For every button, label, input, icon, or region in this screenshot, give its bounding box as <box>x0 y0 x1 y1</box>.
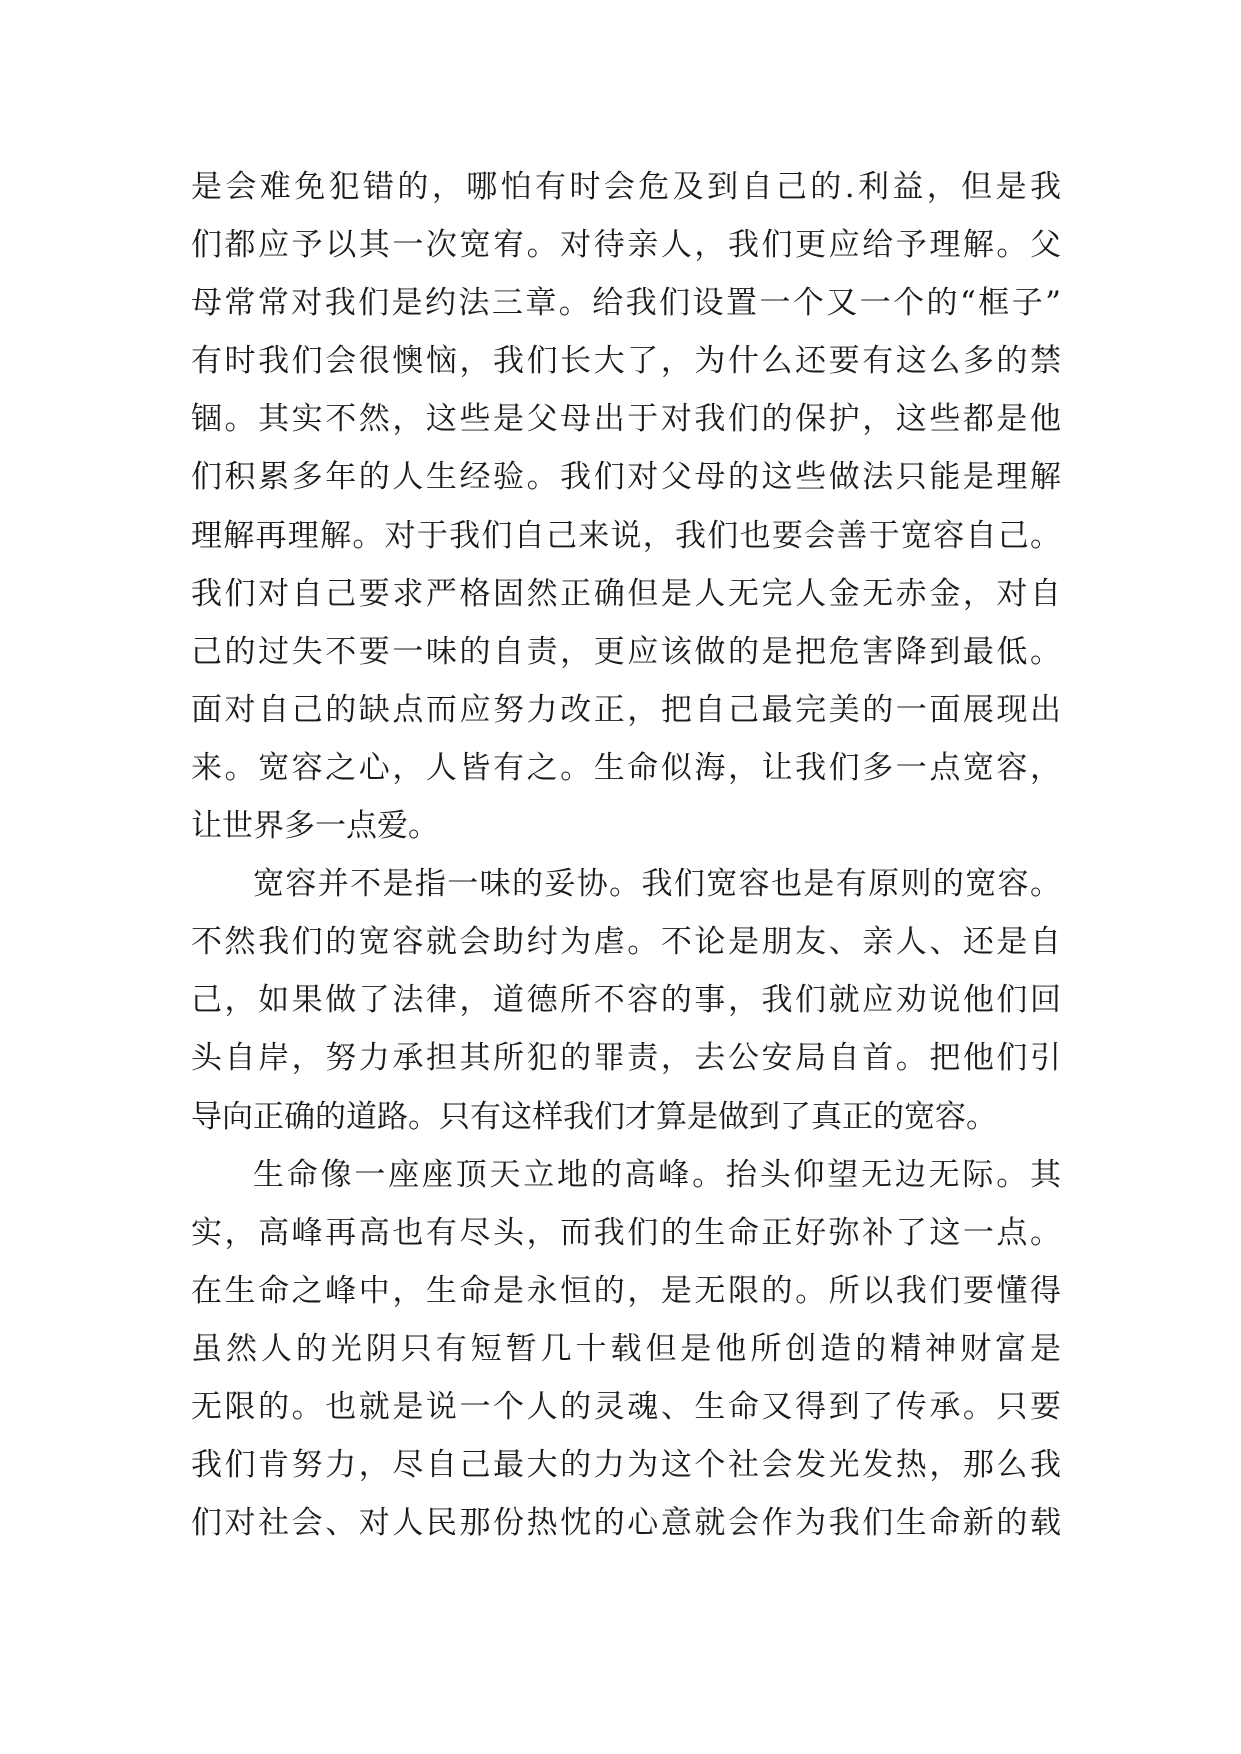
text-line: 是会难免犯错的，哪怕有时会危及到自己的.利益，但是我 <box>191 169 1061 205</box>
text-line: 不然我们的宽容就会助纣为虐。不论是朋友、亲人、还是自 <box>191 924 1061 961</box>
text-line: 实，高峰再高也有尽头，而我们的生命正好弥补了这一点。 <box>191 1214 1061 1251</box>
text-line: 们积累多年的人生经验。我们对父母的这些做法只能是理解 <box>191 459 1061 496</box>
body-text <box>191 158 1061 1552</box>
text-line: 我们对自己要求严格固然正确但是人无完人金无赤金，对自 <box>191 575 1061 612</box>
text-line: 无限的。也就是说一个人的灵魂、生命又得到了传承。只要 <box>191 1388 1061 1425</box>
text-line: 生命像一座座顶天立地的高峰。抬头仰望无边无际。其 <box>253 1156 1061 1193</box>
text-line: 头自岸，努力承担其所犯的罪责，去公安局自首。把他们引 <box>191 1040 1061 1077</box>
text-line: 们都应予以其一次宽宥。对待亲人，我们更应给予理解。父 <box>191 227 1061 264</box>
text-line: 来。宽容之心，人皆有之。生命似海，让我们多一点宽容， <box>191 749 1061 786</box>
text-line: 有时我们会很懊恼，我们长大了，为什么还要有这么多的禁 <box>191 343 1061 380</box>
text-line: 我们肯努力，尽自己最大的力为这个社会发光发热，那么我 <box>191 1447 1061 1484</box>
text-line: 宽容并不是指一味的妥协。我们宽容也是有原则的宽容。 <box>253 866 1061 903</box>
text-line: 己的过失不要一味的自责，更应该做的是把危害降到最低。 <box>191 633 1061 670</box>
text-line: 己，如果做了法律，道德所不容的事，我们就应劝说他们回 <box>191 982 1061 1019</box>
text-line: 在生命之峰中，生命是永恒的，是无限的。所以我们要懂得 <box>191 1272 1061 1309</box>
text-line: 导向正确的道路。只有这样我们才算是做到了真正的宽容。 <box>191 1098 997 1135</box>
text-line: 母常常对我们是约法三章。给我们设置一个又一个的“框子” <box>191 285 1061 322</box>
text-line: 让世界多一点爱。 <box>191 808 439 845</box>
text-line: 们对社会、对人民那份热忱的心意就会作为我们生命新的载 <box>191 1505 1061 1542</box>
text-line: 虽然人的光阴只有短暂几十载但是他所创造的精神财富是 <box>191 1330 1061 1367</box>
text-line: 理解再理解。对于我们自己来说，我们也要会善于宽容自己。 <box>191 517 1061 554</box>
text-line: 面对自己的缺点而应努力改正，把自己最完美的一面展现出 <box>191 691 1061 728</box>
text-line: 锢。其实不然，这些是父母出于对我们的保护，这些都是他 <box>191 401 1061 438</box>
